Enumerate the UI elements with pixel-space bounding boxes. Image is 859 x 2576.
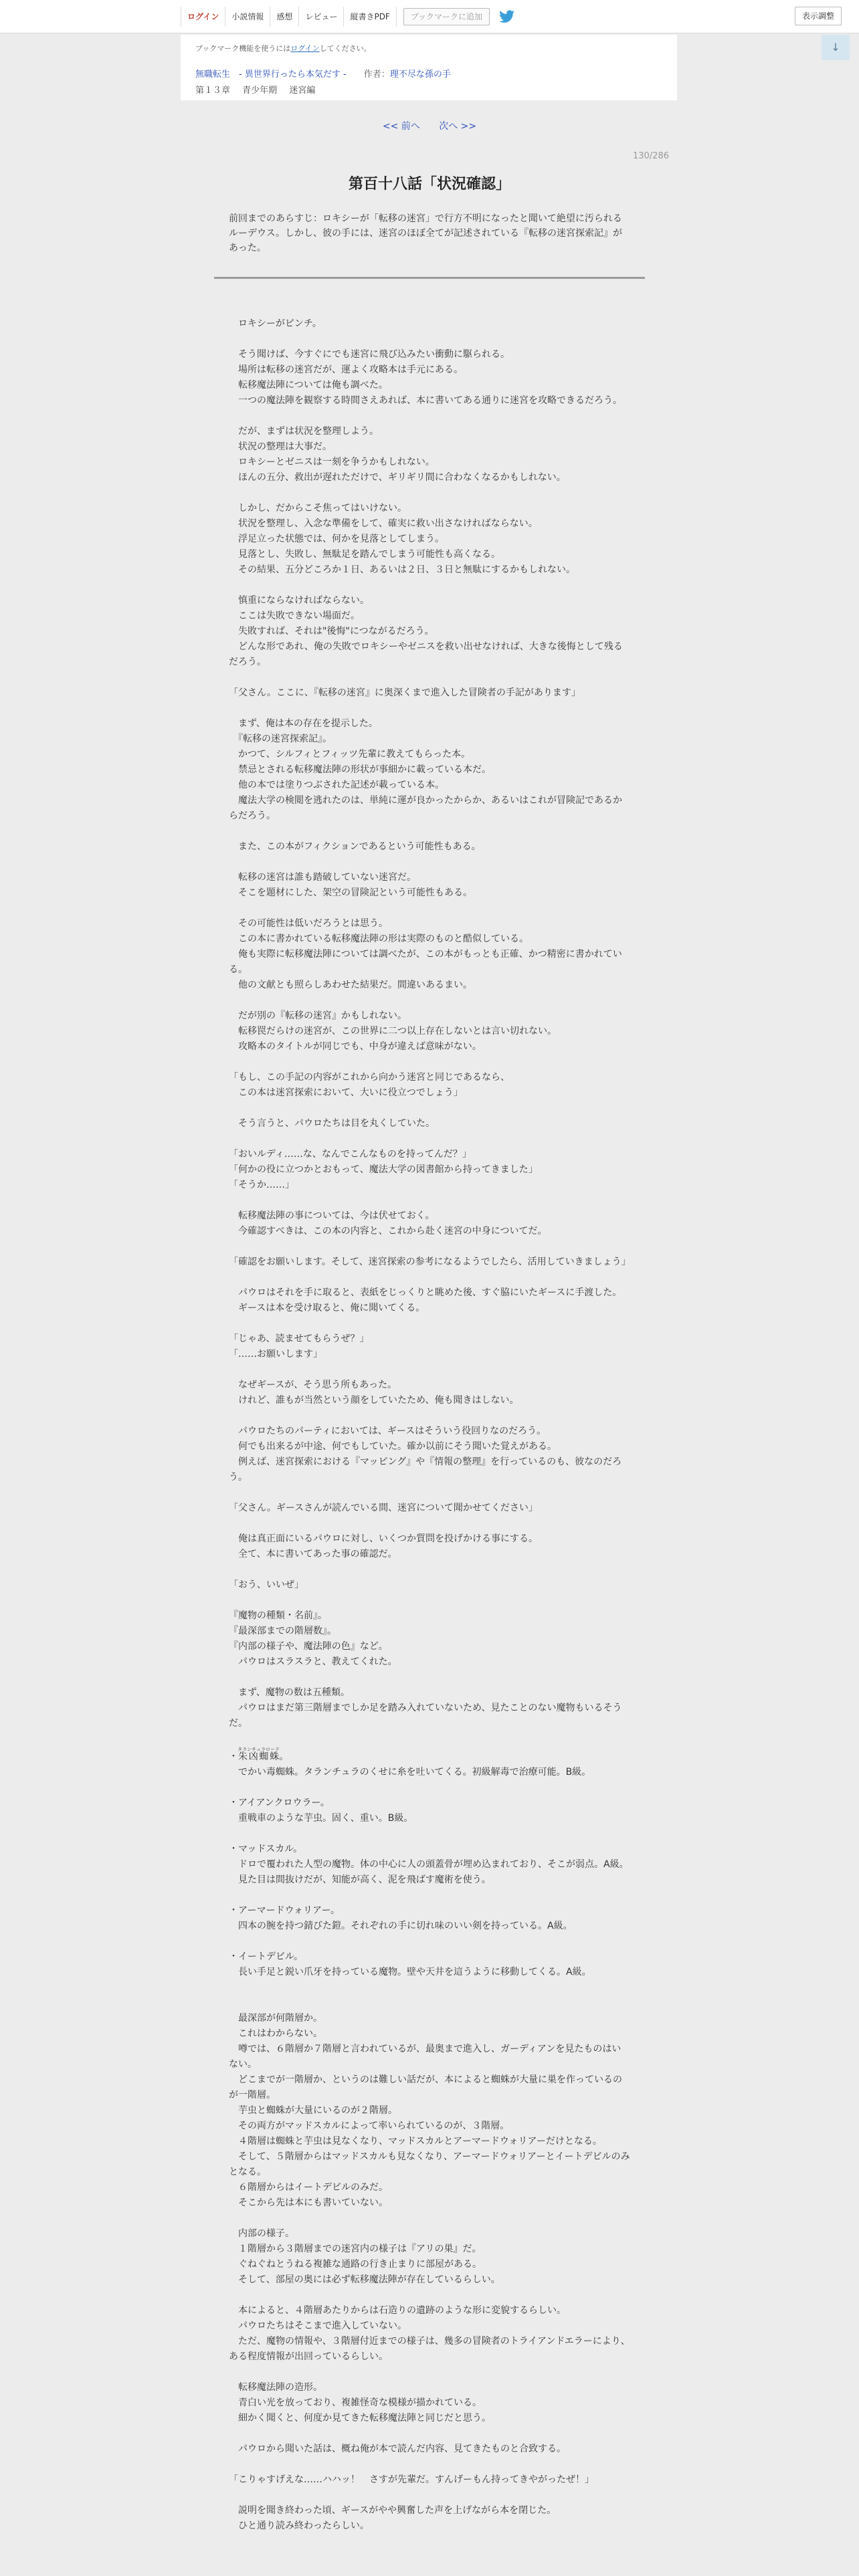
novel-line: そこから先は本にも書いていない。: [229, 2197, 388, 2208]
novel-line: だが別の『転移の迷宮』かもしれない。: [229, 1010, 407, 1021]
novel-line: そう聞けば、今すぐにでも迷宮に飛び込みたい衝動に駆られる。: [229, 349, 510, 360]
novel-line: ・イートデビル。: [229, 1951, 303, 1962]
novel-line: パウロはそれを手に取ると、表紙をじっくりと眺めた後、すぐ脇にいたギースに手渡した。: [229, 1287, 622, 1298]
novel-line: パウロたちはそこまで進入していない。: [229, 2321, 407, 2331]
chapter-line: [195, 83, 324, 96]
novel-line: [229, 332, 630, 347]
novel-line: 『内部の様子や、魔法陣の色』など。: [229, 1641, 388, 1652]
novel-line: ・マッドスカル。: [229, 1844, 303, 1854]
novel-line: ぐねぐねとうねる複雑な通路の行き止まりに部屋がある。: [229, 2259, 482, 2270]
novel-line: 一つの魔法陣を観察する時間さえあれば、本に書いてある通りに迷宮を攻略できるだろう。: [229, 395, 622, 406]
chapter-number: 第１３章: [195, 86, 231, 96]
ruby-base: 朱凶蜘蛛: [237, 1751, 280, 1762]
novel-line: 「じゃあ、読ませてもらうぜ？」: [229, 1333, 369, 1344]
novel-line: [229, 301, 630, 316]
series-title-link[interactable]: 無職転生 - 異世界行ったら本気だす -: [195, 70, 347, 80]
novel-line: [229, 1055, 630, 1070]
top-navigation: [0, 0, 859, 33]
novel-line: [229, 1826, 630, 1842]
novel-line: 他の本では塗りつぶされた記述が載っている本。: [229, 780, 444, 790]
novel-line: どこまでが一階層か、というのは難しい話だが、本によると蜘蛛が大量に巣を作っているのが一階層。: [229, 2074, 622, 2101]
author-link[interactable]: 理不尽な孫の手: [389, 70, 451, 80]
novel-line: その可能性は低いだろうとは思う。: [229, 918, 388, 929]
novel-line: 本によると、４階層あたりからは石造りの遺跡のような形に変貌するらしい。: [229, 2305, 566, 2316]
novel-line: [229, 901, 630, 916]
novel-line: ただ、魔物の情報や、３階層付近までの様子は、幾多の冒険者のトライアンドエラーにより、ある程度情報が出回っているらしい。: [229, 2336, 630, 2362]
next-chapter-link[interactable]: 次へ >>: [439, 121, 477, 132]
novel-line: パウロから聞いた話は、概ね俺が本で読んだ内容、見てきたものと合致する。: [229, 2444, 566, 2454]
series-line: [195, 67, 451, 80]
novel-line: ほんの五分、救出が遅れただけで、ギリギリ間に合わなくなるかもしれない。: [229, 472, 566, 483]
novel-line: 四本の腕を持つ錆びた鎧。それぞれの手に切れ味のいい剣を持っている。A級。: [229, 1921, 573, 1931]
nav-links: [181, 7, 515, 27]
novel-line: [229, 2365, 630, 2380]
novel-line: [229, 1562, 630, 1578]
novel-line: [229, 409, 630, 424]
novel-line: ・アイアンクロウラー。: [229, 1798, 330, 1808]
novel-line: 俺は真正面にいるパウロに対し、いくつか質問を投げかける事にする。: [229, 1533, 538, 1544]
ruby-reading: タランチュラロード: [237, 1747, 280, 1752]
novel-line: 転移魔法陣の事については、今は伏せておく。: [229, 1210, 435, 1221]
novel-line: どんな形であれ、俺の失敗でロキシーやゼニスを救い出せなければ、大きな後悔として残るだろう。: [229, 641, 623, 667]
novel-line: 浮足立った状態では、何かを見落としてしまう。: [229, 534, 444, 544]
novel-line: 細かく聞くと、何度か見てきた転移魔法陣と同じだと思う。: [229, 2413, 491, 2424]
novel-line: 『魔物の種類・名前』。: [229, 1610, 327, 1621]
novel-line: でかい毒蜘蛛。タランチュラのくせに糸を吐いてくる。初級解毒で治療可能。B級。: [229, 1767, 591, 1778]
novel-line: パウロはスラスラと、教えてくれた。: [229, 1656, 397, 1667]
novel-line: [229, 855, 630, 870]
vertical-pdf-link[interactable]: 縦書きPDF: [344, 7, 396, 27]
monster-item-suffix: 。: [279, 1751, 289, 1762]
novel-line: その両方がマッドスカルによって率いられているのが、３階層。: [229, 2121, 510, 2131]
novel-line: 内部の様子。: [229, 2228, 294, 2239]
novel-line: けれど、誰もが当然という顔をしていたため、俺も聞きはしない。: [229, 1395, 519, 1406]
novel-line: 「父さん。ここに、『転移の迷宮』に奥深くまで進入した冒険者の手記があります」: [229, 687, 581, 698]
novel-line: ドロで覆われた人型の魔物。体の中心に人の頭蓋骨が埋め込まれており、そこが弱点。A級。: [229, 1859, 629, 1870]
impressions-link[interactable]: 感想: [270, 7, 299, 27]
novel-line: 「おう、いいぜ」: [229, 1580, 304, 1590]
novel-line: [229, 1996, 630, 2011]
novel-line: 全て、本に書いてあった事の確認だ。: [229, 1549, 397, 1560]
novel-line: 攻略本のタイトルが同じでも、中身が違えば意味がない。: [229, 1041, 482, 1052]
bookmark-notice-prefix: ブックマーク機能を使うには: [195, 44, 291, 53]
novel-line: [229, 1485, 630, 1501]
novel-line: 他の文献とも照らしあわせた結果だ。間違いあるまい。: [229, 980, 472, 990]
novel-line: まず、俺は本の存在を提示した。: [229, 718, 378, 729]
novel-line: 状況を整理し、入念な準備をして、確実に救い出さなければならない。: [229, 518, 538, 529]
novel-line: かつて、シルフィとフィッツ先輩に教えてもらった本。: [229, 749, 471, 760]
novel-line: 「……お願いします」: [229, 1349, 322, 1360]
novel-line: 重戦車のような芋虫。固く、重い。B級。: [229, 1813, 413, 1824]
bookmark-notice: [195, 43, 371, 53]
chapter-preface: 前回までのあらすじ：ロキシーが「転移の迷宮」で行方不明になったと聞いて絶望に汚られるルーデウス。しかし、彼の手には、迷宮のほぼ全てが記述されている『転移の迷宮探索記』があった。: [229, 213, 622, 253]
add-bookmark-button[interactable]: ブックマークに追加: [403, 8, 490, 25]
novel-line: ここは失敗できない場面だ。: [229, 611, 360, 621]
novel-line: 今確認すべきは、この本の内容と、これから赴く迷宮の中身についてだ。: [229, 1226, 547, 1237]
novel-line: ロキシーがピンチ。: [229, 318, 322, 329]
novel-line: [229, 1270, 630, 1285]
page-counter: 130/286: [632, 151, 669, 161]
novel-line: ６階層からはイートデビルのみだ。: [229, 2182, 388, 2193]
novel-line: 例えば、迷宮探索における『マッピング』や『情報の整理』を行っているのも、彼なのだろう。: [229, 1457, 622, 1483]
novel-line: [229, 1980, 630, 1996]
chapter-group: 青少年期: [242, 86, 278, 96]
novel-line: [229, 1516, 630, 1531]
novel-line: 「おいルディ……な、なんでこんなものを持ってんだ？」: [229, 1149, 472, 1160]
novel-line: 何でも出来るが中途、何でもしていた。確か以前にそう聞いた覚えがある。: [229, 1441, 557, 1452]
novel-line: [229, 701, 630, 716]
novel-info-link[interactable]: 小説情報: [225, 7, 270, 27]
novel-line: この本に書かれている転移魔法陣の形は実際のものと酷似している。: [229, 934, 529, 944]
novel-line: 「何かの役に立つかとおもって、魔法大学の図書館から持ってきました」: [229, 1164, 538, 1175]
novel-line: なぜギースが、そう思う所もあった。: [229, 1380, 397, 1390]
novel-line: [229, 1670, 630, 1685]
novel-line: 「こりゃすげえな……ハハッ！ さすが先輩だ。すんげーもん持ってきやがったぜ！」: [229, 2474, 594, 2485]
chapter-subtitle: 迷宮編: [289, 86, 316, 96]
novel-line: 「父さん。ギースさんが読んでいる間、迷宮について聞かせてください」: [229, 1503, 538, 1513]
novel-line: [229, 993, 630, 1008]
novel-line: ひと通り読み終わったらしい。: [229, 2520, 369, 2531]
chapter-pager: [0, 119, 859, 132]
novel-line: 魔法大学の検閲を逃れたのは、単純に運が良かったからか、あるいはこれが冒険記であるからだろう。: [229, 795, 622, 821]
novel-line: そして、部屋の奥には必ず転移魔法陣が存在しているらしい。: [229, 2274, 500, 2285]
bird-icon[interactable]: [499, 9, 515, 24]
novel-line: 状況の整理は大事だ。: [229, 441, 332, 452]
novel-line: [229, 1132, 630, 1147]
novel-line: パウロたちのパーティにおいては、ギースはそういう役回りなのだろう。: [229, 1426, 547, 1436]
novel-line: 俺も実際に転移魔法陣については調べたが、この本がもっとも正確、かつ精密に書かれている。: [229, 949, 622, 975]
novel-line: [229, 578, 630, 593]
display-settings-button[interactable]: 表示調整: [795, 7, 842, 25]
novel-line: 最深部が何階層か。: [229, 2013, 322, 2024]
novel-line: [229, 1101, 630, 1116]
novel-line: [229, 1731, 630, 1747]
novel-line: 場所は転移の迷宮だが、運よく攻略本は手元にある。: [229, 364, 463, 375]
novel-line: [229, 1934, 630, 1949]
novel-line: 芋虫と蜘蛛が大量にいるのが２階層。: [229, 2105, 397, 2116]
novel-line: これはわからない。: [229, 2028, 322, 2039]
novel-line: 長い手足と鋭い爪牙を持っている魔物。壁や天井を這うように移動してくる。A級。: [229, 1967, 591, 1977]
novel-line: [229, 1408, 630, 1424]
novel-line: 噂では、６階層か７階層と言われているが、最奥まで進入し、ガーディアンを見たものはいない。: [229, 2044, 622, 2070]
chapter-title: 第百十八話「状況確認」: [348, 176, 510, 193]
novel-line: ・アーマードウォリアー。: [229, 1905, 341, 1916]
bookmark-login-link[interactable]: ログイン: [290, 44, 320, 53]
novel-line: [229, 2211, 630, 2226]
prev-chapter-link[interactable]: << 前へ: [382, 121, 420, 132]
novel-line: [229, 2488, 630, 2503]
novel-line: [229, 1362, 630, 1378]
novel-line: 見落とし、失敗し、無駄足を踏んでしまう可能性も高くなる。: [229, 549, 500, 560]
novel-line: [229, 1193, 630, 1208]
novel-line: [229, 1747, 630, 1765]
novel-line: この本は迷宮探索において、大いに役立つでしょう」: [229, 1087, 463, 1098]
novel-line: 説明を聞き終わった頃、ギースがやや興奮した声を上げながら本を閉じた。: [229, 2505, 557, 2516]
novel-line: [229, 1239, 630, 1255]
novel-line: [229, 2457, 630, 2472]
novel-line: [229, 1780, 630, 1796]
bookmark-notice-suffix: してください。: [319, 44, 371, 53]
novel-line: 「もし、この手記の内容がこれから向かう迷宮と同じであるなら、: [229, 1072, 510, 1083]
novel-line: [229, 2288, 630, 2303]
novel-body: [229, 301, 630, 2534]
novel-line: 「そうか……」: [229, 1180, 294, 1190]
monster-item-bullet: ・: [229, 1751, 238, 1762]
novel-line: ギースは本を受け取ると、俺に聞いてくる。: [229, 1303, 425, 1313]
novel-line: そこを題材にした、架空の冒険記という可能性もある。: [229, 887, 472, 898]
novel-line: 見た目は間抜けだが、知能が高く、泥を飛ばす魔術を使う。: [229, 1874, 491, 1885]
novel-line: [229, 486, 630, 501]
novel-line: 転移魔法陣については俺も調べた。: [229, 380, 388, 391]
novel-line: また、この本がフィクションであるという可能性もある。: [229, 841, 481, 852]
novel-line: まず、魔物の数は五種類。: [229, 1687, 350, 1698]
novel-line: 『最深部までの階層数』。: [229, 1626, 337, 1636]
review-link[interactable]: レビュー: [299, 7, 344, 27]
novel-line: ロキシーとゼニスは一刻を争うかもしれない。: [229, 457, 435, 467]
monster-name-ruby: [237, 1747, 280, 1762]
author-label: 作者：: [363, 70, 390, 80]
novel-line: 青白い光を放っており、複雑怪奇な模様が描かれている。: [229, 2397, 482, 2408]
preface-divider: [214, 277, 645, 279]
novel-line: １階層から３階層までの迷宮内の様子は『アリの巣』だ。: [229, 2244, 482, 2254]
novel-line: [229, 824, 630, 839]
scroll-down-button[interactable]: ↓: [822, 35, 850, 60]
novel-line: ４階層は蜘蛛と芋虫は見なくなり、マッドスカルとアーマードウォリアーだけとなる。: [229, 2136, 602, 2147]
novel-line: その結果、五分どころか１日、あるいは２日、３日と無駄にするかもしれない。: [229, 564, 575, 575]
novel-line: 慎重にならなければならない。: [229, 595, 369, 606]
novel-line: [229, 2426, 630, 2442]
login-link[interactable]: ログイン: [181, 7, 225, 27]
novel-line: 「確認をお願いします。そして、迷宮探索の参考になるようでしたら、活用していきましょう」: [229, 1257, 631, 1267]
novel-line: パウロはまだ第三階層までしか足を踏み入れていないため、見たことのない魔物もいるそうだ。: [229, 1703, 622, 1729]
novel-line: しかし、だからこそ焦ってはいけない。: [229, 503, 407, 514]
novel-line: [229, 1593, 630, 1608]
novel-line: 失敗すれば、それは"後悔"につながるだろう。: [229, 626, 434, 637]
novel-line: そう言うと、パウロたちは目を丸くしていた。: [229, 1118, 435, 1129]
novel-line: 転移罠だらけの迷宮が、この世界に二つ以上存在しないとは言い切れない。: [229, 1026, 557, 1037]
novel-line: [229, 1888, 630, 1903]
novel-line: 『転移の迷宮探索記』。: [229, 734, 332, 744]
novel-line: [229, 670, 630, 685]
novel-line: 転移魔法陣の造形。: [229, 2382, 322, 2393]
novel-line: [229, 1316, 630, 1331]
novel-line: 転移の迷宮は誰も踏破していない迷宮だ。: [229, 872, 416, 883]
novel-info-box: [181, 35, 677, 100]
novel-line: そして、５階層からはマッドスカルも見なくなり、アーマードウォリアーとイートデビルのみとなる。: [229, 2151, 630, 2177]
novel-line: 禁忌とされる転移魔法陣の形状が事細かに載っている本だ。: [229, 764, 491, 775]
novel-line: だが、まずは状況を整理しよう。: [229, 426, 379, 437]
